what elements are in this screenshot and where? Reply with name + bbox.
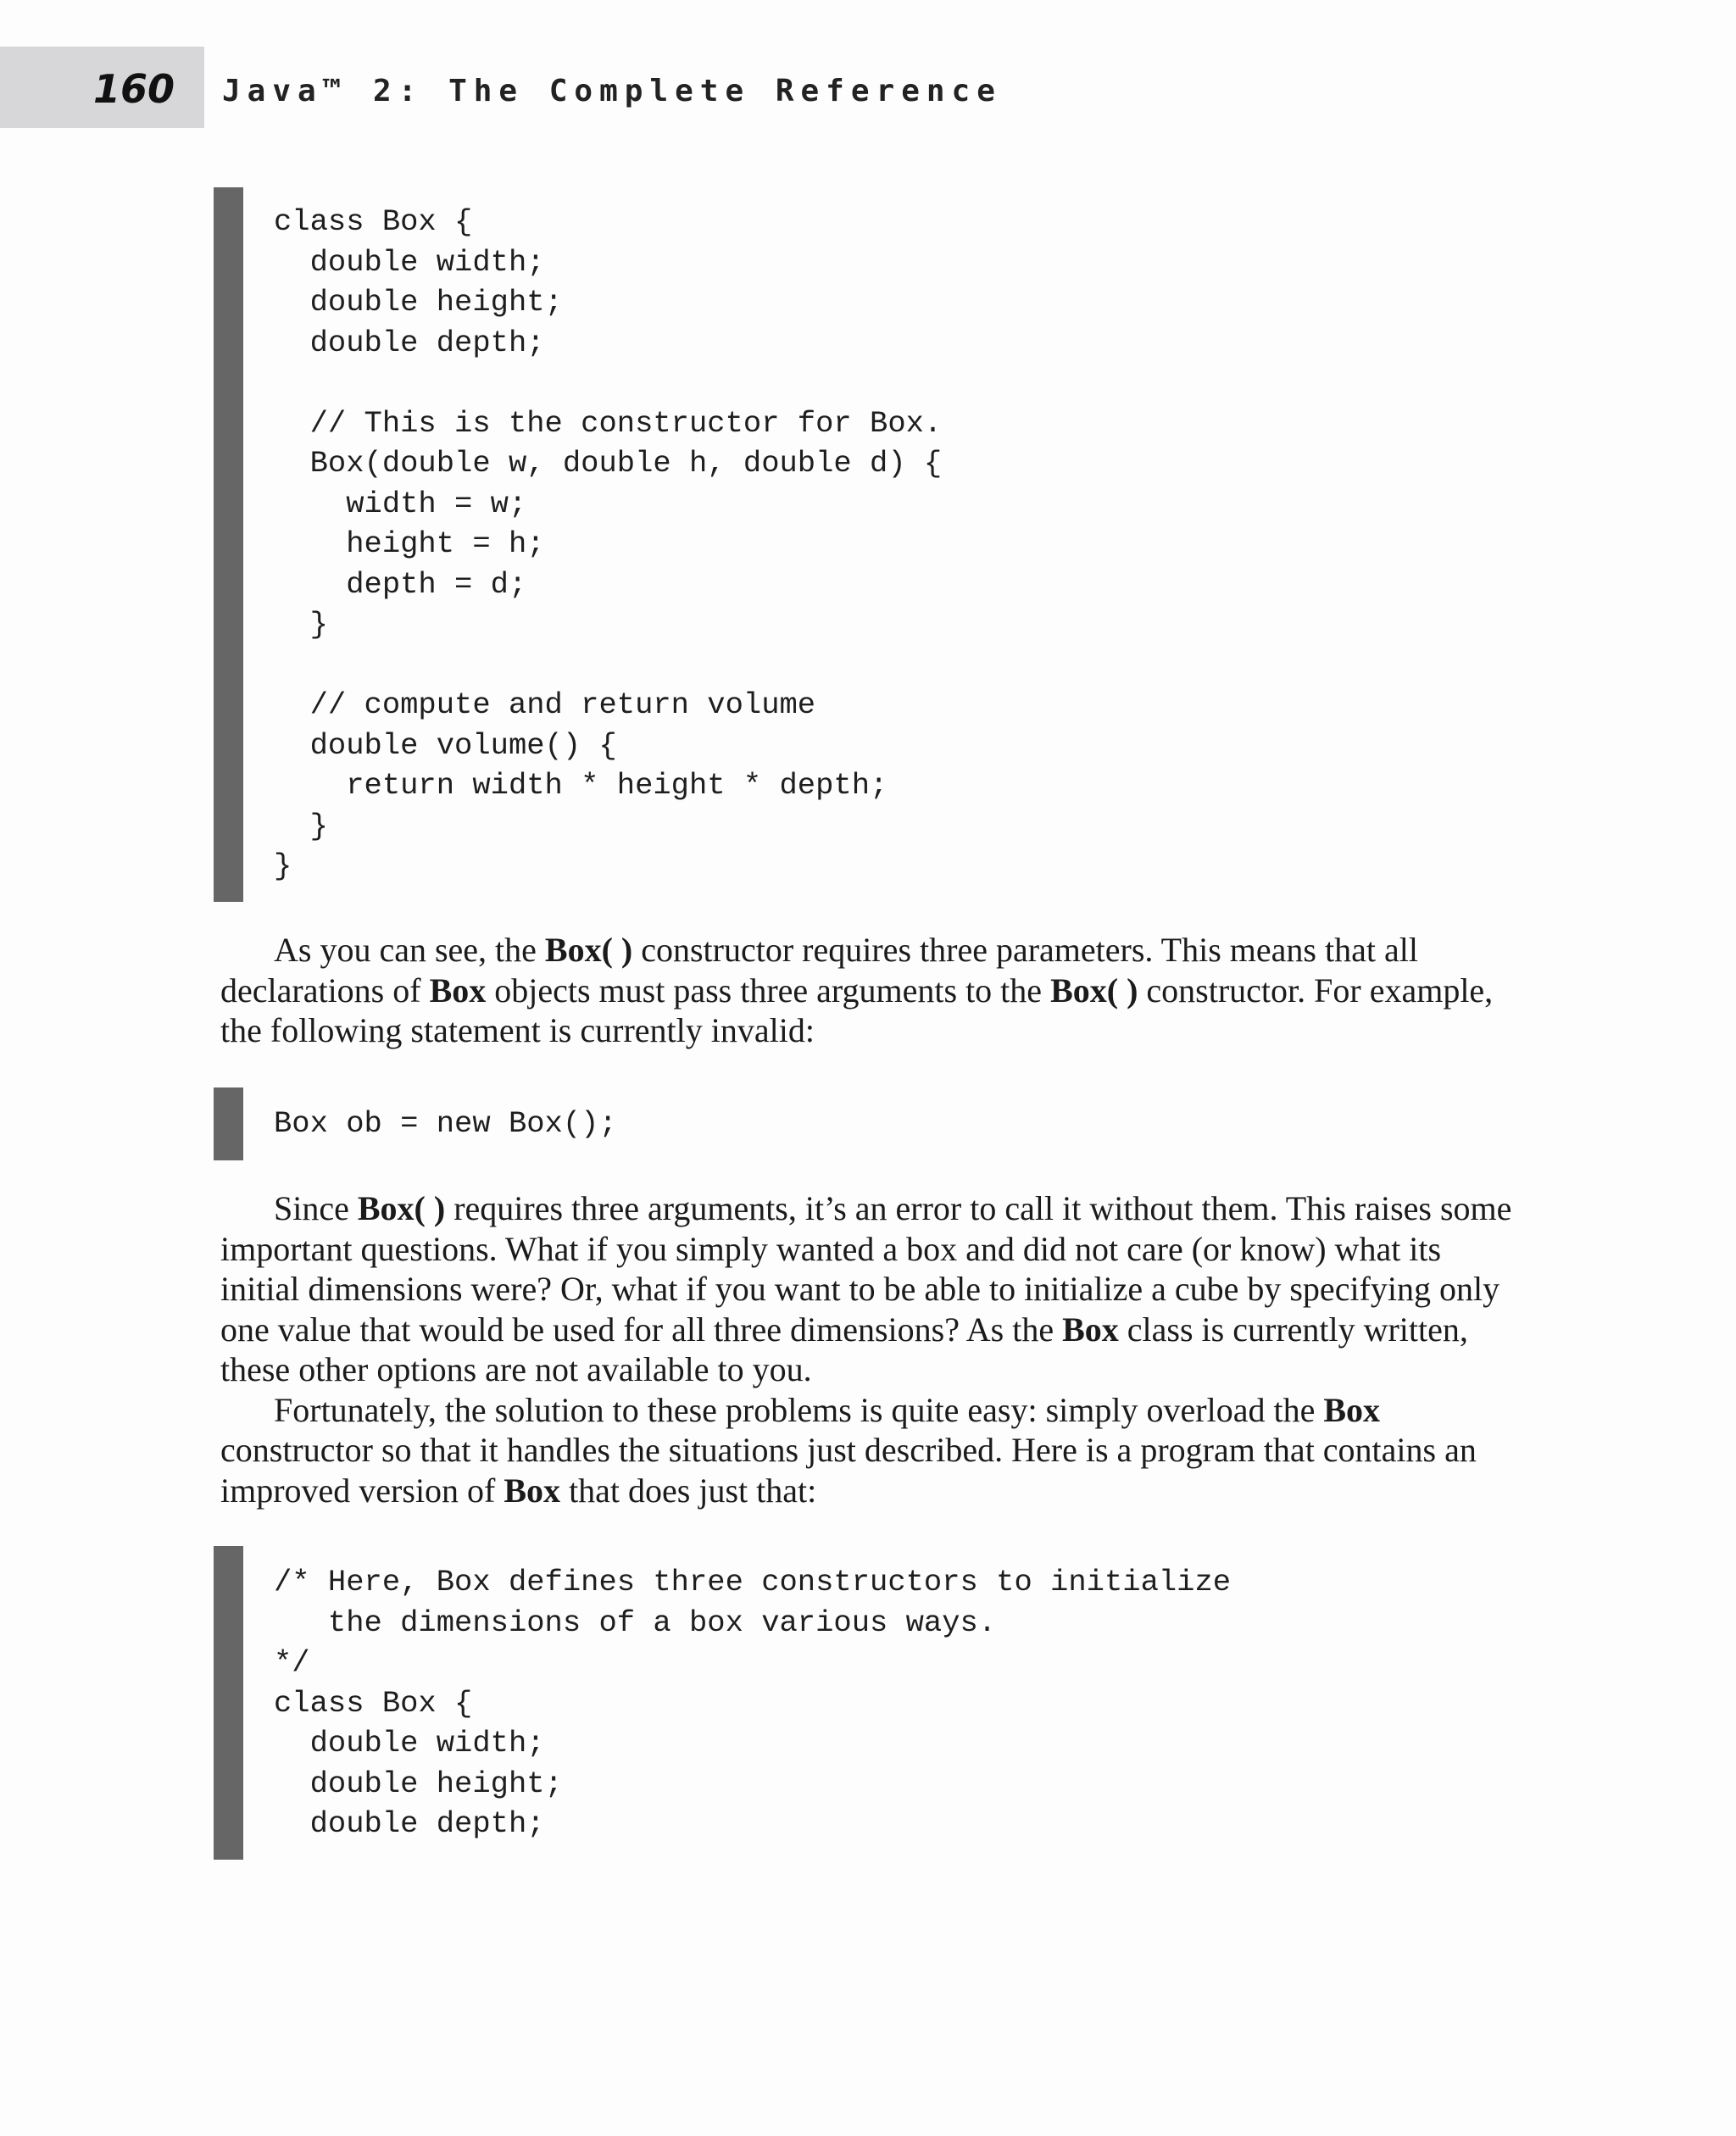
text-run: requires three arguments, it’s an error to call it without them. This raises some important questions. What if you simply wanted a box and did not care (or know) what its initial dimensions were? Or, what if you want to be able to initialize a cube by specifying only one value that would be used for all three dimensions? As the bbox=[220, 1189, 1512, 1349]
bold-code-term: Box( ) bbox=[1050, 971, 1138, 1010]
text-run: Since bbox=[274, 1189, 358, 1227]
bold-code-term: Box bbox=[1323, 1390, 1381, 1429]
paragraph-1 bbox=[220, 930, 1517, 1051]
code-block-2: Box ob = new Box(); bbox=[274, 1106, 617, 1141]
text-run: constructor so that it handles the situations just described. Here is a program that contains an improved version of bbox=[220, 1431, 1477, 1510]
page-number: 160 bbox=[93, 66, 175, 112]
text-run: constructor. For example, the following statement is currently invalid: bbox=[220, 971, 1494, 1049]
code-block-3-bar bbox=[214, 1546, 243, 1860]
text-run: constructor requires three parameters. This means that all declarations of bbox=[220, 931, 1418, 1010]
bold-code-term: Box bbox=[504, 1471, 561, 1510]
code-block-1: class Box { double width; double height; double depth; // This is the constructor for Box. Box(double w, double h, double d) { width = w; height = h; depth = d; } // compute and return volume double volume() { return width * height * depth; } } bbox=[274, 204, 943, 883]
bold-code-term: Box bbox=[429, 971, 487, 1010]
code-block-1-bar bbox=[214, 187, 243, 902]
code-block-2-bar bbox=[214, 1087, 243, 1160]
text-run: class is currently written, these other options are not available to you. bbox=[220, 1310, 1468, 1388]
paragraph-3 bbox=[220, 1390, 1517, 1511]
text-run: that does just that: bbox=[560, 1471, 817, 1510]
text-run: As you can see, the bbox=[274, 931, 545, 969]
code-block-3: /* Here, Box defines three constructors to initialize the dimensions of a box various ways. */ class Box { double width; double height; double depth; bbox=[274, 1565, 1232, 1841]
paragraph-1-block bbox=[220, 930, 1517, 1051]
paragraph-2-3-block bbox=[220, 1188, 1517, 1510]
text-run: objects must pass three arguments to the bbox=[486, 971, 1051, 1010]
text-run: Fortunately, the solution to these problems is quite easy: simply overload the bbox=[274, 1390, 1324, 1429]
bold-code-term: Box( ) bbox=[544, 931, 633, 969]
bold-code-term: Box( ) bbox=[357, 1189, 446, 1227]
paragraph-2 bbox=[220, 1188, 1517, 1390]
bold-code-term: Box bbox=[1062, 1310, 1119, 1349]
running-header-title: Java™ 2: The Complete Reference bbox=[222, 74, 1002, 108]
